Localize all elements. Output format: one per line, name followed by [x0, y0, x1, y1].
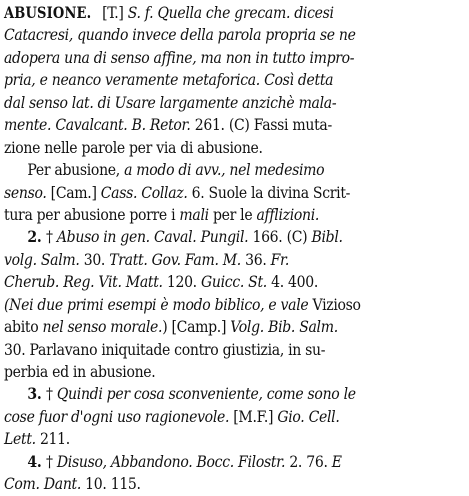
italic-text: adopera una di senso affine, ma non in tutto impro-: [4, 48, 355, 67]
entry-text: [4, 2, 465, 496]
entry-line: [4, 316, 419, 338]
entry-line: [4, 271, 419, 293]
entry-line: [4, 428, 419, 450]
text-segment: ) [Camp.]: [162, 318, 231, 337]
entry-line: [4, 361, 419, 383]
text-segment: zione nelle parole per via di abusione.: [4, 138, 263, 157]
italic-text: mali: [179, 205, 213, 224]
text-segment: Fassi muta-: [253, 116, 332, 135]
italic-text: Gio. Cell.: [277, 407, 340, 426]
entry-line: [4, 137, 419, 159]
italic-text: Bibl.: [311, 228, 343, 247]
text-segment: 166. (C): [252, 228, 312, 247]
text-segment: tura per abusione porre i: [4, 205, 180, 224]
text-segment: [Cam.]: [50, 183, 101, 202]
italic-text: mente. Cavalcant. B. Retor.: [4, 116, 195, 135]
text-segment: 4. 400.: [271, 273, 318, 292]
entry-line: [4, 451, 419, 473]
text-segment: 30. Parlavano iniquitade contro giustizia, in su-: [4, 340, 326, 359]
text-segment: 6. Suole la divina Scrit-: [191, 183, 351, 202]
text-segment: perbia ed in abusione.: [4, 363, 156, 381]
italic-text: cose fuor d'ogni uso ragionevole.: [4, 407, 234, 426]
italic-text: Cass. Collaz.: [100, 183, 192, 202]
entry-line: [4, 114, 419, 136]
italic-text: Fr.: [270, 250, 290, 269]
entry-line: [4, 182, 419, 204]
text-segment: 10. 115.: [85, 475, 141, 494]
entry-line: [4, 69, 419, 91]
headword: ABUSIONE.: [4, 3, 92, 22]
italic-text: Catacresi, quando invece della parola propria se ne: [4, 26, 356, 45]
text-segment: 261. (C): [194, 116, 254, 135]
italic-text: Com. Dant.: [4, 475, 86, 494]
italic-text: Volg. Bib. Salm.: [230, 318, 338, 337]
entry-line: [4, 47, 419, 69]
italic-text: pria, e neanco veramente metaforica. Così detta: [4, 71, 334, 90]
sense-number: 2.: [27, 227, 47, 247]
entry-line: [4, 204, 419, 226]
text-segment: 30.: [83, 250, 110, 269]
text-segment: per le: [212, 205, 257, 224]
italic-text: Disuso, Abbandono. Bocc. Filostr.: [56, 452, 290, 471]
text-segment: abito: [4, 318, 43, 337]
italic-text: Tratt. Gov. Fam. M.: [109, 250, 246, 269]
entry-line: [4, 24, 419, 46]
text-segment: 36.: [245, 250, 271, 269]
italic-text: Abuso in gen. Caval. Pungil.: [56, 228, 253, 247]
italic-text: nel senso morale.: [42, 318, 163, 337]
italic-text: S. f. Quella che grecam. dicesi: [127, 4, 334, 22]
italic-text: afflizioni.: [256, 205, 320, 224]
text-segment: 211.: [39, 430, 70, 449]
text-segment: Vizioso: [312, 295, 361, 314]
dictionary-entry: [4, 2, 465, 496]
entry-line: [4, 473, 419, 495]
italic-text: senso.: [4, 183, 51, 202]
italic-text: a modo di avv., nel medesimo: [124, 161, 325, 180]
sense-number: 3.: [27, 384, 47, 404]
italic-text: E: [331, 452, 342, 471]
text-segment: †: [46, 452, 57, 471]
entry-line: [4, 249, 419, 271]
entry-line: [4, 383, 419, 405]
sense-number: 4.: [27, 451, 47, 471]
entry-line: [4, 226, 419, 248]
text-segment: 2. 76.: [289, 452, 332, 471]
italic-text: Cherub. Reg. Vit. Matt.: [4, 273, 167, 292]
italic-text: dal senso lat. di Usare largamente anzichè mala-: [4, 93, 337, 112]
italic-text: volg. Salm.: [4, 250, 84, 269]
entry-line: [4, 294, 419, 316]
italic-text: (Nei due primi esempi è modo biblico, e vale: [4, 295, 313, 314]
italic-text: Guicc. St.: [200, 273, 272, 292]
italic-text: Lett.: [4, 430, 40, 449]
entry-line: [4, 159, 419, 181]
entry-line: [4, 2, 419, 24]
text-segment: †: [46, 228, 57, 247]
text-segment: †: [46, 385, 57, 404]
text-segment: 120.: [166, 273, 201, 292]
text-segment: Per abusione,: [27, 161, 125, 180]
entry-line: [4, 92, 419, 114]
text-segment: [M.F.]: [233, 407, 278, 426]
entry-line: [4, 406, 419, 428]
italic-text: Quindi per cosa sconveniente, come sono le: [56, 385, 356, 404]
text-segment: [T.]: [97, 4, 128, 22]
entry-line: [4, 339, 419, 361]
